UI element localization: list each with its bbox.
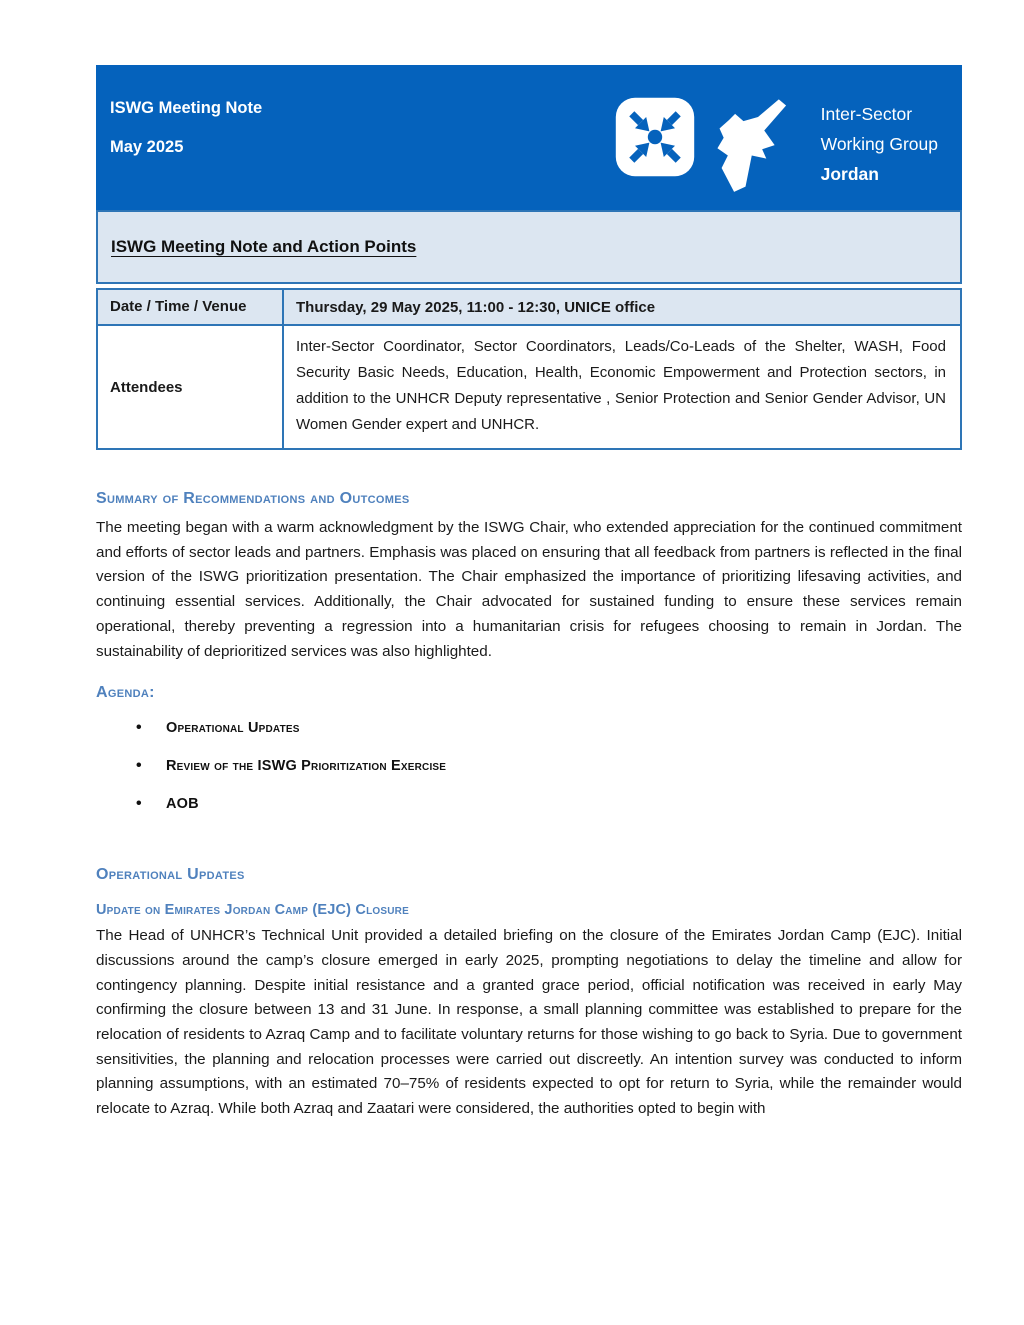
header-banner xyxy=(96,65,962,210)
document-title: ISWG Meeting Note xyxy=(110,99,263,117)
ejc-paragraph: The Head of UNHCR’s Technical Unit provided a detailed briefing on the closure of the Emirates Jordan Camp (EJC). Initial discussions around the camp’s closure emerged in early 2025, prompting negotiations to delay the timeline and allow for contingency planning. Despite initial resistance and a granted grace period, official notification was received in early May confirming the closure between 13 and 31 June. In response, a small planning committee was established to prepare for the relocation of residents to Azraq Camp and to facilitate voluntary returns for those wishing to go back to Syria. Due to government sensitivities, the planning and relocation processes were carried out discreetly. An intention survey was conducted to inform planning assumptions, with an estimated 70–75% of residents expected to opt for return to Syria, while the remainder would relocate to Azraq. While both Azraq and Zaatari were considered, the authorities opted to begin with xyxy=(96,927,962,1118)
document-body xyxy=(96,65,962,1122)
document-date: May 2025 xyxy=(110,138,184,156)
agenda-item-operational-updates: • Operational Updates xyxy=(96,718,962,738)
logo-line-1: Inter-Sector xyxy=(820,104,913,124)
attendees-value: Inter-Sector Coordinator, Sector Coordinators, Leads/Co-Leads of the Shelter, WASH, Food Security Basic Needs, Education, Health, Economic Empowerment and Protection sectors, in addition to the UNHCR Deputy representative , Senior Protection and Senior Gender Advisor, UN Women Gender expert and UNHCR. xyxy=(283,325,961,449)
document-subtitle: ISWG Meeting Note and Action Points xyxy=(111,237,417,256)
banner-titles xyxy=(96,65,262,177)
datetime-label: Date / Time / Venue xyxy=(110,298,247,315)
iswg-jordan-logo xyxy=(615,65,962,195)
table-row-attendees xyxy=(97,325,961,449)
document-subtitle-band xyxy=(96,210,962,284)
logo-wordmark xyxy=(821,91,938,189)
logo-line-3: Jordan xyxy=(820,164,879,184)
agenda-item-prioritization-review: • Review of the ISWG Prioritization Exercise xyxy=(96,756,962,776)
attendees-label: Attendees xyxy=(97,325,283,449)
converge-arrows-icon xyxy=(615,91,695,183)
jordan-map-icon xyxy=(703,91,813,195)
table-row-datetime xyxy=(97,289,961,325)
summary-paragraph: The meeting began with a warm acknowledgment by the ISWG Chair, who extended appreciation for the continued commitment and efforts of sector leads and partners. Emphasis was placed on ensuring that all feedback from partners is reflected in the final version of the ISWG prioritization presentation. The Chair emphasized the importance of prioritizing lifesaving activities, and continuing essential services. Additionally, the Chair advocated for sustained funding to ensure these services remain operational, thereby preventing a regression into a humanitarian crisis for refugees choosing to remain in Jordan. The sustainability of deprioritized services was also highlighted. xyxy=(96,519,962,660)
agenda-item-aob: • AOB xyxy=(96,794,962,814)
subsection-heading-ejc-closure: Update on Emirates Jordan Camp (EJC) Closure xyxy=(96,902,409,919)
datetime-value: Thursday, 29 May 2025, 11:00 - 12:30, UNICE office xyxy=(283,289,961,325)
meeting-meta-table xyxy=(96,288,962,450)
section-heading-summary: Summary of Recommendations and Outcomes xyxy=(96,490,410,507)
logo-line-2: Working Group xyxy=(820,134,938,154)
datetime-label-cell xyxy=(97,289,283,325)
section-heading-operational-updates: Operational Updates xyxy=(96,866,245,884)
section-heading-agenda: Agenda: xyxy=(96,684,155,702)
agenda-list xyxy=(96,718,962,814)
